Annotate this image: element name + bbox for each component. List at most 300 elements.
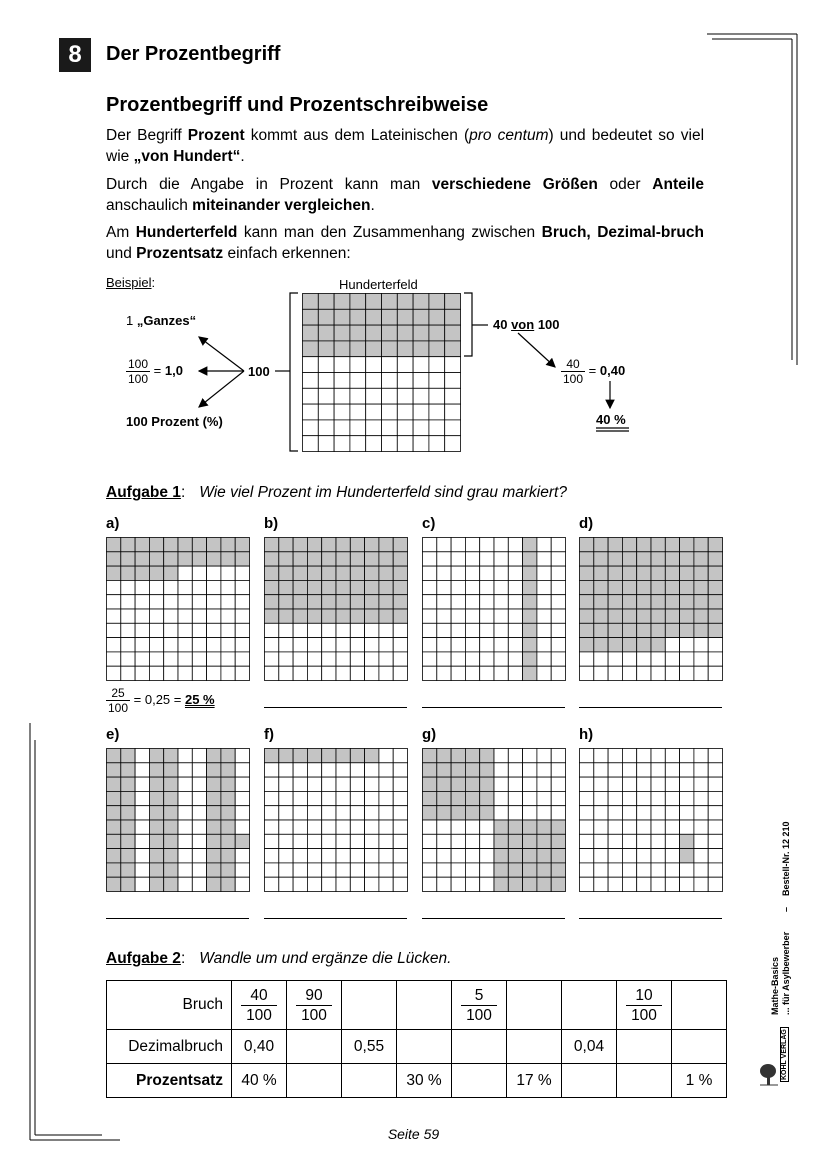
grid-cell [265, 806, 279, 820]
grid-cell [508, 652, 522, 666]
grid-cell [382, 309, 398, 325]
grid-cell [494, 552, 508, 566]
grid-cell [293, 595, 307, 609]
grid-cell [207, 834, 221, 848]
grid-cell [708, 834, 722, 848]
grid-cell [429, 373, 445, 389]
grid-cell [523, 849, 537, 863]
grid-cell [221, 749, 235, 763]
hunderterfeld-grid [264, 537, 409, 682]
grid-cell [307, 566, 321, 580]
grid-cell [107, 566, 121, 580]
grid-cell [293, 666, 307, 680]
grid-cell [413, 373, 429, 389]
grid-cell [551, 791, 565, 805]
grid-cell [221, 834, 235, 848]
grid-cell [221, 763, 235, 777]
grid-cell [334, 357, 350, 373]
grid-cell [637, 849, 651, 863]
grid-cell [164, 806, 178, 820]
table-cell[interactable] [507, 981, 562, 1030]
grid-cell [437, 638, 451, 652]
grid-cell [523, 638, 537, 652]
grid-cell [265, 638, 279, 652]
grid-cell [135, 666, 149, 680]
grid-cell [178, 877, 192, 891]
grid-cell [265, 595, 279, 609]
grid-cell [365, 652, 379, 666]
grid-cell [322, 834, 336, 848]
grid-cell [192, 609, 206, 623]
answer-line[interactable] [264, 707, 407, 708]
table-cell[interactable] [562, 981, 617, 1030]
grid-cell [149, 849, 163, 863]
grid-cell [334, 309, 350, 325]
grid-cell [622, 538, 636, 552]
grid-cell [608, 566, 622, 580]
center-value: 100 [248, 364, 270, 379]
grid-cell [135, 552, 149, 566]
grid-cell [508, 820, 522, 834]
table-cell[interactable] [562, 1064, 617, 1098]
grid-cell [178, 638, 192, 652]
grid-cell [178, 652, 192, 666]
grid-cell [480, 538, 494, 552]
grid-cell [680, 595, 694, 609]
grid-cell [465, 580, 479, 594]
answer-line[interactable] [106, 918, 249, 919]
grid-cell [465, 566, 479, 580]
grid-cell [322, 763, 336, 777]
grid-cell [551, 638, 565, 652]
grid-cell [192, 566, 206, 580]
grid-cell [135, 652, 149, 666]
grid-cell [334, 420, 350, 436]
grid-cell [580, 834, 594, 848]
grid-cell [307, 595, 321, 609]
grid-cell [279, 806, 293, 820]
grid-cell [366, 357, 382, 373]
chapter-number: 8 [59, 38, 91, 72]
grid-cell [235, 877, 249, 891]
grid-cell [537, 623, 551, 637]
grid-cell [622, 652, 636, 666]
grid-cell [537, 749, 551, 763]
grid-cell [437, 863, 451, 877]
table-cell: 17 % [507, 1064, 562, 1098]
grid-cell [121, 552, 135, 566]
grid-cell [303, 420, 319, 436]
grid-cell [651, 777, 665, 791]
grid-cell [334, 373, 350, 389]
grid-cell [149, 580, 163, 594]
grid-cell [637, 580, 651, 594]
grid-cell [594, 763, 608, 777]
grid-cell [594, 777, 608, 791]
grid-cell [164, 595, 178, 609]
grid-cell [350, 749, 364, 763]
grid-cell [121, 666, 135, 680]
grid-cell [365, 763, 379, 777]
grid-cell [235, 580, 249, 594]
table-cell[interactable] [672, 981, 727, 1030]
grid-cell [445, 436, 461, 452]
grid-cell [537, 834, 551, 848]
grid-cell [379, 820, 393, 834]
grid-cell [365, 595, 379, 609]
grid-cell [178, 834, 192, 848]
grid-cell [523, 863, 537, 877]
grid-cell [322, 580, 336, 594]
sidebar-title-1: Mathe-Basics [770, 956, 780, 1015]
grid-cell [445, 341, 461, 357]
grid-cell [303, 373, 319, 389]
table-cell[interactable] [507, 1030, 562, 1064]
table-cell[interactable] [672, 1030, 727, 1064]
grid-cell [437, 666, 451, 680]
grid-cell [465, 849, 479, 863]
grid-cell [622, 834, 636, 848]
grid-cell [465, 552, 479, 566]
grid-cell [336, 566, 350, 580]
grid-cell [350, 820, 364, 834]
grid-cell [121, 877, 135, 891]
grid-cell [192, 791, 206, 805]
grid-cell [322, 552, 336, 566]
grid-cell [121, 638, 135, 652]
grid-cell [665, 863, 679, 877]
answer-line[interactable] [264, 918, 407, 919]
grid-cell [537, 652, 551, 666]
prozent-label: 100 Prozent (%) [126, 414, 223, 429]
grid-cell [350, 806, 364, 820]
grid-label: a) [106, 515, 120, 532]
grid-cell [451, 820, 465, 834]
grid-cell [365, 609, 379, 623]
grid-cell [164, 552, 178, 566]
grid-cell [318, 404, 334, 420]
grid-cell [622, 749, 636, 763]
denominator: 100 [301, 1006, 327, 1024]
grid-cell [336, 806, 350, 820]
grid-cell [307, 623, 321, 637]
table-cell[interactable] [342, 981, 397, 1030]
grid-cell [366, 325, 382, 341]
grid-cell [523, 552, 537, 566]
grid-cell [207, 538, 221, 552]
grid-cell [235, 666, 249, 680]
grid-cell [322, 877, 336, 891]
answer-line[interactable] [579, 918, 722, 919]
grid-cell [207, 566, 221, 580]
grid-cell [608, 763, 622, 777]
grid-cell [437, 791, 451, 805]
table-cell: 1 % [672, 1064, 727, 1098]
grid-cell [379, 849, 393, 863]
grid-cell [279, 834, 293, 848]
grid-cell [279, 777, 293, 791]
grid-cell [279, 652, 293, 666]
grid-cell [336, 538, 350, 552]
grid-cell [523, 580, 537, 594]
table-cell[interactable] [287, 1030, 342, 1064]
grid-cell [537, 552, 551, 566]
grid-cell [437, 609, 451, 623]
grid-cell [423, 609, 437, 623]
grid-cell [523, 652, 537, 666]
grid-cell [322, 566, 336, 580]
grid-cell [336, 609, 350, 623]
grid-cell [279, 820, 293, 834]
grid-cell [265, 623, 279, 637]
grid-cell [429, 357, 445, 373]
grid-cell [708, 820, 722, 834]
grid-cell [149, 609, 163, 623]
grid-cell [279, 877, 293, 891]
grid-cell [637, 566, 651, 580]
grid-cell [494, 806, 508, 820]
grid-cell [494, 763, 508, 777]
grid-cell [366, 341, 382, 357]
grid-cell [494, 877, 508, 891]
grid-cell [379, 863, 393, 877]
task1-title: Aufgabe 1: Wie viel Prozent im Hunderterfeld sind grau markiert? [106, 484, 567, 501]
grid-cell [494, 791, 508, 805]
grid-cell [494, 609, 508, 623]
grid-cell [665, 652, 679, 666]
grid-cell [429, 325, 445, 341]
grid-cell [221, 806, 235, 820]
grid-cell [318, 357, 334, 373]
grid-cell [293, 580, 307, 594]
grid-cell [651, 538, 665, 552]
grid-cell [350, 834, 364, 848]
grid-cell [164, 863, 178, 877]
hunderterfeld-grid [422, 537, 567, 682]
grid-cell [192, 763, 206, 777]
grid-cell [594, 877, 608, 891]
grid-cell [135, 623, 149, 637]
grid-cell [135, 609, 149, 623]
grid-cell [336, 763, 350, 777]
grid-cell [494, 580, 508, 594]
grid-cell [694, 580, 708, 594]
grid-cell [423, 834, 437, 848]
grid-cell [694, 834, 708, 848]
grid-cell [322, 749, 336, 763]
grid-cell [429, 341, 445, 357]
grid-cell [365, 638, 379, 652]
fraction-one: $\frac{100}{100}$ = 1,0 [128, 357, 183, 386]
grid-cell [265, 552, 279, 566]
grid-cell [135, 595, 149, 609]
grid-cell [135, 566, 149, 580]
grid-cell [121, 580, 135, 594]
grid-cell [207, 877, 221, 891]
grid-cell [379, 652, 393, 666]
grid-cell [680, 834, 694, 848]
grid-cell [413, 388, 429, 404]
grid-cell [307, 666, 321, 680]
grid-cell [207, 580, 221, 594]
grid-cell [694, 791, 708, 805]
grid-cell [551, 777, 565, 791]
grid-cell [551, 820, 565, 834]
grid-cell [178, 595, 192, 609]
answer-line[interactable] [579, 707, 722, 708]
table-cell[interactable] [617, 1030, 672, 1064]
grid-cell [350, 566, 364, 580]
grid-cell [322, 863, 336, 877]
grid-cell [494, 777, 508, 791]
grid-cell [121, 652, 135, 666]
grid-cell [494, 820, 508, 834]
table-cell[interactable] [287, 1064, 342, 1098]
grid-cell [135, 580, 149, 594]
table-row [107, 1064, 727, 1098]
grid-cell [135, 877, 149, 891]
grid-cell [594, 666, 608, 680]
grid-cell [423, 749, 437, 763]
denominator: 100 [631, 1006, 657, 1024]
grid-cell [437, 623, 451, 637]
sidebar-order-number: Bestell-Nr. 12 210 [781, 821, 791, 896]
grid-cell [594, 580, 608, 594]
grid-cell [465, 609, 479, 623]
grid-cell [665, 820, 679, 834]
answer-line[interactable] [422, 918, 565, 919]
grid-cell [322, 806, 336, 820]
grid-cell [523, 834, 537, 848]
grid-cell [307, 609, 321, 623]
grid-cell [365, 806, 379, 820]
grid-cell [221, 538, 235, 552]
grid-cell [537, 666, 551, 680]
answer-line[interactable] [422, 707, 565, 708]
grid-cell [121, 820, 135, 834]
grid-cell [221, 609, 235, 623]
grid-cell [235, 623, 249, 637]
grid-cell [651, 609, 665, 623]
grid-cell [580, 863, 594, 877]
grid-cell [480, 666, 494, 680]
grid-cell [480, 580, 494, 594]
grid-cell [451, 791, 465, 805]
grid-cell [680, 777, 694, 791]
grid-cell [365, 552, 379, 566]
grid-label: b) [264, 515, 279, 532]
grid-cell [107, 609, 121, 623]
grid-cell [382, 294, 398, 310]
grid-cell [508, 806, 522, 820]
grid-cell [465, 595, 479, 609]
grid-cell [708, 806, 722, 820]
grid-cell [413, 325, 429, 341]
grid-cell [178, 863, 192, 877]
grid-cell [107, 834, 121, 848]
grid-cell [393, 806, 407, 820]
grid-cell [680, 638, 694, 652]
hunderterfeld-title: Hunderterfeld [339, 277, 418, 292]
grid-cell [350, 580, 364, 594]
table-cell[interactable] [342, 1064, 397, 1098]
grid-label: f) [264, 726, 274, 743]
grid-cell [622, 863, 636, 877]
grid-cell [178, 566, 192, 580]
grid-cell [480, 849, 494, 863]
grid-cell [164, 849, 178, 863]
grid-label: d) [579, 515, 594, 532]
table-cell [287, 981, 342, 1030]
grid-cell [293, 849, 307, 863]
hunderterfeld-grid [264, 748, 409, 893]
table-cell[interactable] [397, 981, 452, 1030]
grid-cell [221, 777, 235, 791]
grid-cell [336, 552, 350, 566]
table-cell[interactable] [452, 1064, 507, 1098]
grid-cell [235, 538, 249, 552]
grid-cell [350, 666, 364, 680]
grid-cell [265, 566, 279, 580]
grid-cell [379, 609, 393, 623]
table-cell[interactable] [452, 1030, 507, 1064]
grid-cell [164, 820, 178, 834]
grid-cell [622, 666, 636, 680]
grid-cell [303, 357, 319, 373]
grid-cell [494, 595, 508, 609]
grid-cell [622, 638, 636, 652]
grid-cell [651, 806, 665, 820]
grid-cell [293, 749, 307, 763]
grid-cell [423, 538, 437, 552]
grid-cell [336, 863, 350, 877]
grid-cell [121, 749, 135, 763]
grid-cell [235, 552, 249, 566]
grid-cell [107, 820, 121, 834]
task2-title: Aufgabe 2: Wandle um und ergänze die Lücken. [106, 950, 452, 967]
grid-cell [480, 777, 494, 791]
table-cell[interactable] [617, 1064, 672, 1098]
grid-cell [637, 749, 651, 763]
grid-cell [480, 652, 494, 666]
fraction [296, 986, 332, 1025]
table-cell: 40 % [232, 1064, 287, 1098]
grid-cell [192, 749, 206, 763]
grid-cell [207, 806, 221, 820]
grid-cell [680, 538, 694, 552]
row-header: Bruch [107, 981, 232, 1030]
grid-cell [594, 638, 608, 652]
grid-cell [608, 777, 622, 791]
grid-cell [164, 666, 178, 680]
grid-cell [608, 791, 622, 805]
grid-cell [393, 763, 407, 777]
grid-cell [594, 623, 608, 637]
grid-cell [164, 763, 178, 777]
table-cell[interactable] [397, 1030, 452, 1064]
denominator: 100 [246, 1006, 272, 1024]
grid-cell [480, 609, 494, 623]
grid-cell [207, 849, 221, 863]
grid-cell [708, 791, 722, 805]
grid-cell [192, 666, 206, 680]
grid-cell [135, 820, 149, 834]
grid-cell [594, 863, 608, 877]
grid-cell [594, 849, 608, 863]
grid-cell [694, 552, 708, 566]
grid-cell [149, 820, 163, 834]
chapter-title: Der Prozentbegriff [106, 43, 281, 65]
